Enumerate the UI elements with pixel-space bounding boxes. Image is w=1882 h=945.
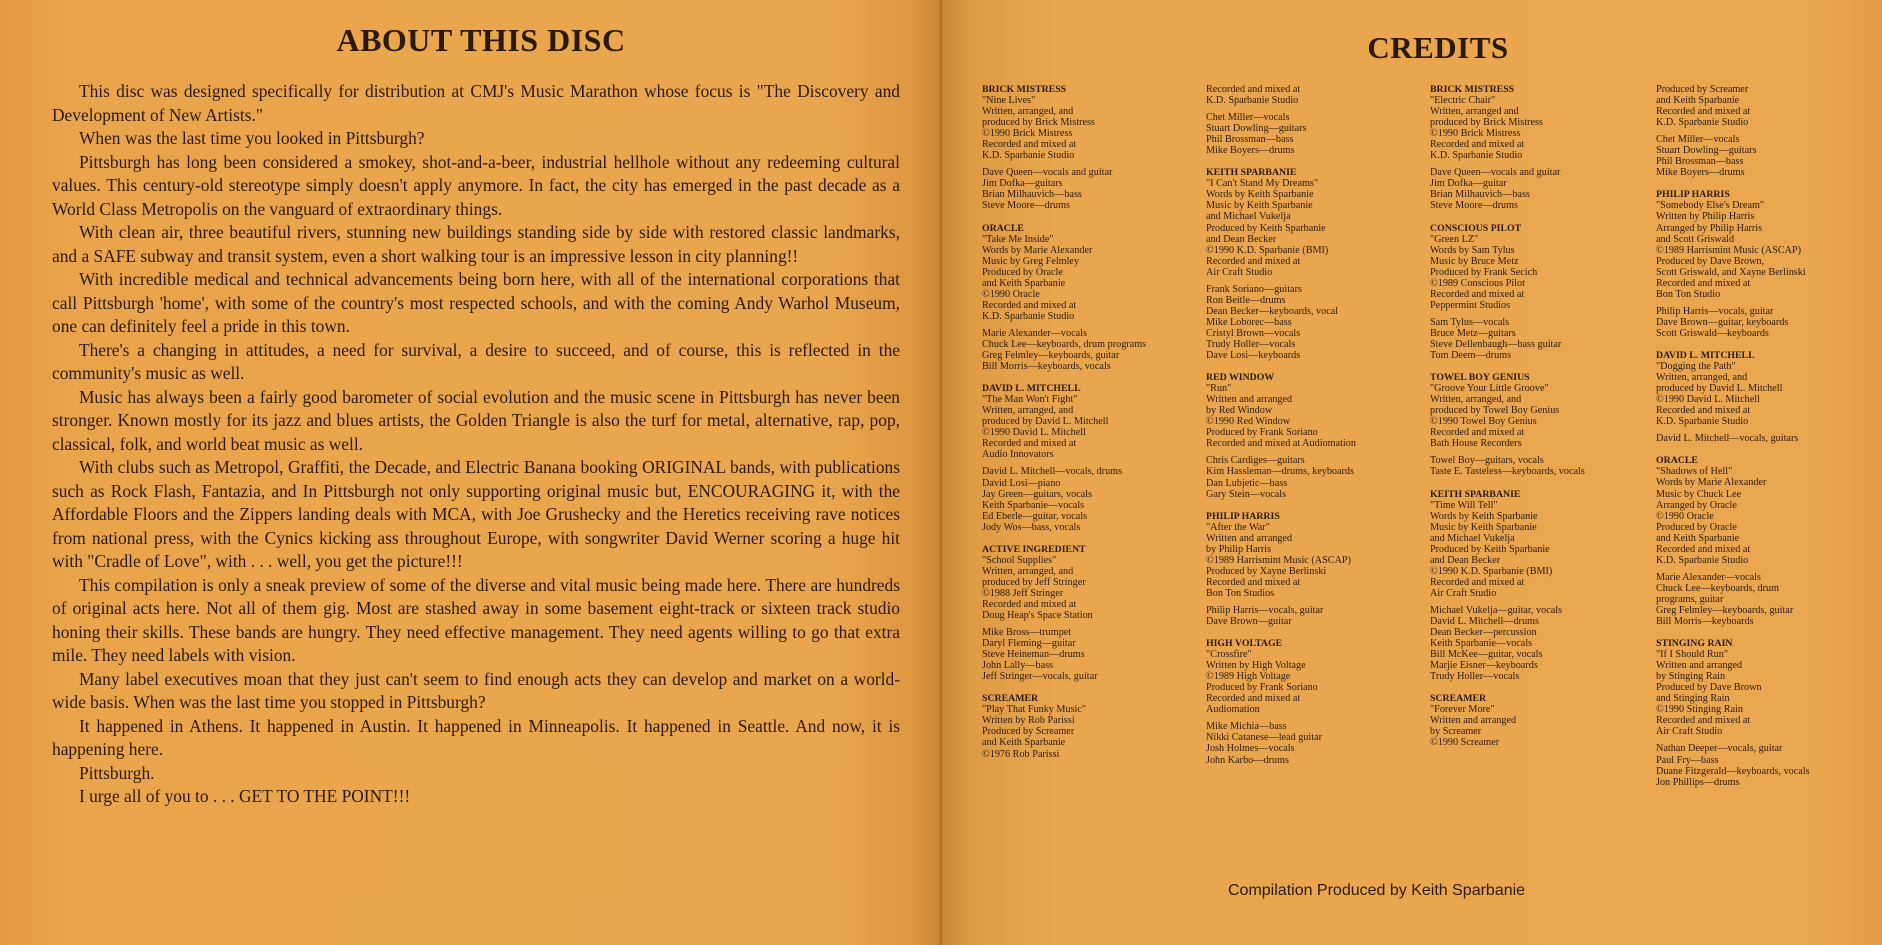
member-line: Jon Phillips—drums	[1656, 776, 1740, 788]
credit-line: Audiomation	[1206, 704, 1260, 716]
member-line: Marie Alexander—vocals	[982, 327, 1087, 339]
about-paragraph: With clean air, three beautiful rivers, stunning new buildings standing side by side with restored classic landmarks, and a SAFE subway and transit system, even a short walking tour is an impressive lesson in city planning!!	[52, 222, 900, 266]
credits-title: CREDITS	[1367, 30, 1509, 65]
member-list	[1656, 134, 1856, 178]
credits-column	[1206, 84, 1430, 799]
credit-line: Arranged by Philip Harris	[1656, 222, 1763, 234]
member-line: Jeff Stringer—vocals, guitar	[982, 671, 1098, 683]
credit-line: Recorded and mixed at	[1656, 106, 1751, 118]
credit-entry	[1430, 223, 1656, 362]
credit-line: K.D. Sparbanie Studio	[982, 150, 1075, 162]
credit-line: "Time Will Tell"	[1430, 499, 1498, 511]
band-name: SCREAMER	[982, 693, 1039, 705]
credit-entry	[1206, 167, 1430, 361]
member-line: Stuart Dowling—guitars	[1656, 145, 1757, 157]
credit-line: Recorded and mixed at	[1656, 543, 1751, 555]
credit-entry	[1430, 84, 1656, 212]
credit-line: "Green LZ"	[1430, 233, 1479, 245]
band-name: BRICK MISTRESS	[982, 84, 1067, 95]
credit-line: Recorded and mixed at	[1430, 288, 1525, 300]
credit-line: by Philip Harris	[1206, 543, 1272, 555]
credit-line: "Shadows of Hell"	[1656, 466, 1733, 478]
member-list	[1430, 167, 1656, 211]
band-name: PHILIP HARRIS	[1206, 510, 1280, 522]
credit-line: "Take Me Inside"	[982, 233, 1054, 245]
credit-entry	[1430, 489, 1656, 683]
member-line: Phil Brossman—bass	[1206, 134, 1294, 146]
member-line: Chuck Lee—keyboards, drum programs	[982, 338, 1147, 350]
credit-line: "Somebody Else's Dream"	[1656, 200, 1765, 212]
credit-line: Doug Heap's Space Station	[982, 610, 1093, 622]
band-name: KEITH SPARBANIE	[1430, 488, 1521, 500]
member-line: Dean Becker—keyboards, vocal	[1206, 305, 1339, 317]
member-line: David Losi—piano	[982, 477, 1061, 489]
credit-line: Recorded and mixed at	[1206, 576, 1301, 588]
member-line: Phil Brossman—bass	[1656, 156, 1744, 168]
credit-line: Recorded and mixed at	[1430, 576, 1525, 588]
credit-line: "After the War"	[1206, 521, 1270, 533]
credit-line: and Scott Griswald	[1656, 233, 1735, 245]
credit-entry	[982, 383, 1206, 533]
member-line: Steve Moore—drums	[1430, 200, 1518, 212]
credits-column	[982, 84, 1206, 799]
credit-line: K.D. Sparbanie Studio	[1206, 95, 1299, 107]
member-list	[1206, 455, 1430, 499]
credit-line: Produced by Oracle	[982, 266, 1063, 278]
member-line: Frank Soriano—guitars	[1206, 283, 1302, 295]
member-line: Ed Eberle—guitar, vocals	[982, 510, 1088, 522]
band-name: ACTIVE INGREDIENT	[982, 543, 1086, 555]
credits-column	[1430, 84, 1656, 799]
credit-line: Audio Innovators	[982, 449, 1054, 461]
band-name: PHILIP HARRIS	[1656, 189, 1730, 201]
credit-line: Arranged by Oracle	[1656, 499, 1737, 511]
compilation-credit: Compilation Produced by Keith Sparbanie	[1228, 882, 1526, 899]
member-line: David L. Mitchell—vocals, drums	[982, 466, 1123, 478]
credit-entry	[1206, 84, 1430, 156]
credit-line: Words by Keith Sparbanie	[1430, 510, 1538, 522]
credit-line: Recorded and mixed at	[982, 598, 1077, 610]
credit-line: and Michael Vukelja	[1206, 211, 1291, 223]
credit-line: Recorded and mixed at	[982, 299, 1077, 311]
credit-line: Words by Keith Sparbanie	[1206, 189, 1314, 201]
band-name: ORACLE	[982, 222, 1024, 234]
credit-entry	[1430, 372, 1656, 477]
member-line: Bill Morris—keyboards	[1656, 616, 1754, 628]
member-line: Dan Lubjetic—bass	[1206, 477, 1288, 489]
credit-line: "Crossfire"	[1206, 649, 1252, 661]
credit-line: produced by Towel Boy Genius	[1430, 405, 1560, 417]
member-list	[982, 328, 1206, 372]
member-line: Dean Becker—percussion	[1430, 627, 1537, 639]
about-paragraph: With clubs such as Metropol, Graffiti, the Decade, and Electric Banana booking ORIGINAL bands, with publications such as Rock Flash, Fantazia, and In Pittsburgh not only supporting original music but, ENCOURAGING it, with the Affordable Floors and the Zippers landing deals with MCA, with Joe Grushecky and the Heretics receiving rave notices from national press, with the Cynics kicking ass throughout Europe, with songwriter David Werner scoring a huge hit with "Cradle of Love", with . . . well, you get the picture!!!	[52, 457, 900, 571]
credit-line: Recorded and mixed at	[1206, 693, 1301, 705]
credit-line: Recorded and mixed at	[1656, 277, 1751, 289]
credit-entry	[1206, 638, 1430, 766]
credit-line: Produced by Keith Sparbanie	[1206, 222, 1326, 234]
member-line: Chet Miller—vocals	[1656, 134, 1740, 146]
credit-line: Bath House Recorders	[1430, 438, 1522, 450]
member-line: Chuck Lee—keyboards, drum	[1656, 582, 1780, 594]
member-line: Tom Deem—drums	[1430, 350, 1512, 362]
member-line: Keith Sparbanie—vocals	[1430, 638, 1533, 650]
credit-line: Written, arranged, and	[1656, 372, 1748, 384]
member-line: Dave Brown—guitar	[1206, 616, 1292, 628]
about-paragraph: It happened in Athens. It happened in Austin. It happened in Minneapolis. It happened in Seattle. And now, it is happening here.	[52, 715, 900, 759]
credit-entry	[1656, 638, 1856, 788]
member-line: Jim Dofka—guitars	[982, 178, 1063, 190]
credit-line: Music by Keith Sparbanie	[1430, 521, 1537, 533]
credit-line: ©1988 Jeff Stringer	[982, 587, 1064, 599]
credit-line: Air Craft Studio	[1430, 587, 1497, 599]
member-line: Cristyl Brown—vocals	[1206, 327, 1301, 339]
credit-line: ©1990 David L. Mitchell	[982, 427, 1086, 439]
member-line: Brian Milhauvich—bass	[1430, 189, 1530, 201]
member-list	[982, 167, 1206, 211]
credit-line: and Michael Vukelja	[1430, 532, 1515, 544]
credit-line: and Keith Sparbanie	[982, 277, 1066, 289]
credit-entry	[1656, 189, 1856, 339]
member-line: Marie Alexander—vocals	[1656, 571, 1761, 583]
credit-entry	[1430, 693, 1656, 748]
member-list	[1656, 743, 1856, 787]
credit-line: ©1989 Harrismint Music (ASCAP)	[1656, 244, 1801, 256]
member-line: Trudy Holler—vocals	[1206, 338, 1296, 350]
credit-line: Scott Griswald, and Xayne Berlinski	[1656, 266, 1806, 278]
member-line: Bill McKee—guitar, vocals	[1430, 649, 1543, 661]
credit-line: "Forever More"	[1430, 704, 1495, 716]
band-name: ORACLE	[1656, 455, 1698, 467]
member-line: Michael Vukelja—guitar, vocals	[1430, 604, 1563, 616]
member-line: Sam Tylus—vocals	[1430, 316, 1510, 328]
member-line: Jim Dofka—guitar	[1430, 178, 1507, 190]
band-name: STINGING RAIN	[1656, 638, 1733, 650]
about-paragraph: With incredible medical and technical advancements being born here, with all of the international corporations that call Pittsburgh 'home', with some of the country's most respected schools, and with the coming Andy Warhol Museum, one can definitely feel a pride in this town.	[52, 269, 900, 336]
about-body	[52, 80, 900, 809]
member-line: Greg Felmley—keyboards, guitar	[982, 350, 1120, 362]
credit-line: Recorded and mixed at	[1430, 139, 1525, 151]
credit-line: produced by Brick Mistress	[1430, 117, 1543, 129]
credit-line: Produced by Screamer	[1656, 84, 1749, 95]
credit-line: K.D. Sparbanie Studio	[982, 310, 1075, 322]
credit-line: by Red Window	[1206, 405, 1273, 417]
credit-line: Bon Ton Studio	[1656, 288, 1721, 300]
member-list	[1206, 605, 1430, 627]
member-line: Philip Harris—vocals, guitar	[1206, 604, 1324, 616]
credit-line: ©1990 Stinging Rain	[1656, 704, 1743, 716]
band-name: CONSCIOUS PILOT	[1430, 222, 1522, 234]
credit-line: Written, arranged, and	[982, 106, 1074, 118]
member-list	[1206, 721, 1430, 765]
member-list	[1206, 284, 1430, 361]
credits-column	[1656, 84, 1856, 799]
band-name: DAVID L. MITCHELL	[982, 383, 1081, 395]
credit-line: ©1976 Rob Parissi	[982, 748, 1060, 760]
member-line: Scott Griswald—keyboards	[1656, 327, 1769, 339]
credit-line: Recorded and mixed at	[1656, 405, 1751, 417]
about-paragraph: This compilation is only a sneak preview of some of the diverse and vital music being made here. There are hundreds of original acts here. Not all of them gig. Most are stashed away in some basement eight-track or sixteen track studio honing their skills. These bands are hungry. They need effective management. They need agents willing to go that extra mile. They need labels with vision.	[52, 574, 900, 665]
credit-line: "If I Should Run"	[1656, 649, 1728, 661]
member-line: David L. Mitchell—drums	[1430, 616, 1539, 628]
credit-entry	[1656, 84, 1856, 178]
credit-line: ©1990 Brick Mistress	[982, 128, 1073, 140]
credit-line: produced by Brick Mistress	[982, 117, 1095, 129]
about-paragraph: Music has always been a fairly good barometer of social evolution and the music scene in Pittsburgh has never been stronger. Known mostly for its jazz and blues artists, the Golden Triangle is also the turf for metal, alternative, rap, pop, classical, folk, and world beat music as well.	[52, 386, 900, 454]
credit-line: Written by Rob Parissi	[982, 715, 1075, 727]
credit-line: Recorded and mixed at	[1430, 427, 1525, 439]
credit-line: and Dean Becker	[1206, 233, 1277, 245]
credits-page	[942, 0, 1882, 945]
member-line: Chris Cardiges—guitars	[1206, 455, 1305, 467]
credit-line: Recorded and mixed at	[982, 438, 1077, 450]
member-line: Dave Queen—vocals and guitar	[982, 167, 1113, 179]
about-title: ABOUT THIS DISC	[336, 22, 626, 58]
member-line: Mike Bross—trumpet	[982, 627, 1072, 639]
member-line: Mike Michia—bass	[1206, 721, 1287, 733]
about-paragraph: Pittsburgh.	[78, 762, 155, 783]
member-line: Dave Queen—vocals and guitar	[1430, 167, 1561, 179]
credit-line: Written by Philip Harris	[1656, 211, 1755, 223]
credit-line: Produced by Frank Soriano	[1206, 427, 1318, 439]
credit-line: Recorded and mixed at	[1206, 84, 1301, 95]
credit-line: Music by Chuck Lee	[1656, 488, 1742, 500]
credit-line: by Stinging Rain	[1656, 671, 1726, 683]
member-list	[982, 627, 1206, 682]
credit-line: and Dean Becker	[1430, 554, 1501, 566]
credit-line: ©1990 Oracle	[1656, 510, 1714, 522]
credit-line: Written and arranged	[1206, 532, 1293, 544]
credit-line: Written and arranged	[1206, 394, 1293, 406]
credit-line: ©1990 Oracle	[982, 288, 1040, 300]
member-list	[1656, 572, 1856, 627]
member-line: Jody Wos—bass, vocals	[982, 521, 1081, 533]
about-paragraph: Many label executives moan that they just can't seem to find enough acts they can develop and market on a world-wide basis. When was the last time you stopped in Pittsburgh?	[52, 668, 900, 712]
credit-line: and Keith Sparbanie	[1656, 95, 1740, 107]
member-line: Mike Loborec—bass	[1206, 316, 1292, 328]
about-paragraph: Pittsburgh has long been considered a smokey, shot-and-a-beer, industrial hellhole without any redeeming cultural values. This century-old stereotype simply doesn't apply anymore. In fact, the city has emerged in the past decade as a World Class Metropolis on the vanguard of extraordinary things.	[52, 151, 900, 219]
member-list	[1430, 317, 1656, 361]
member-line: Daryl Fleming—guitar	[982, 638, 1076, 650]
credit-line: ©1989 Harrismint Music (ASCAP)	[1206, 554, 1351, 566]
member-list	[1430, 605, 1656, 682]
credit-line: K.D. Sparbanie Studio	[1656, 416, 1749, 428]
member-list	[1430, 455, 1656, 477]
member-line: Stuart Dowling—guitars	[1206, 123, 1307, 135]
band-name: KEITH SPARBANIE	[1206, 167, 1297, 179]
member-line: Greg Felmley—keyboards, guitar	[1656, 604, 1794, 616]
credit-line: produced by Jeff Stringer	[982, 576, 1086, 588]
member-line: David L. Mitchell—vocals, guitars	[1656, 433, 1799, 445]
credit-line: ©1989 High Voltage	[1206, 671, 1291, 683]
credit-line: and Stinging Rain	[1656, 693, 1730, 705]
credit-line: Produced by Screamer	[982, 726, 1075, 738]
member-line: Ron Beitle—drums	[1206, 294, 1286, 306]
credit-line: ©1990 Screamer	[1430, 737, 1500, 749]
credit-line: Produced by Dave Brown	[1656, 682, 1762, 694]
member-line: Dave Losi—keyboards	[1206, 350, 1301, 362]
member-line: Chet Miller—vocals	[1206, 112, 1290, 124]
credit-line: Music by Greg Felmley	[982, 255, 1080, 267]
member-line: John Lally—bass	[982, 660, 1054, 672]
band-name: TOWEL BOY GENIUS	[1430, 372, 1530, 384]
credit-line: Produced by Frank Soriano	[1206, 682, 1318, 694]
credit-line: Music by Keith Sparbanie	[1206, 200, 1313, 212]
credit-line: Produced by Oracle	[1656, 521, 1737, 533]
credit-line: Recorded and mixed at	[982, 139, 1077, 151]
credit-line: Written and arranged	[1430, 715, 1517, 727]
member-line: Marjie Eisner—keyboards	[1430, 660, 1538, 672]
credit-entry	[982, 84, 1206, 212]
credit-line: Produced by Frank Secich	[1430, 266, 1538, 278]
member-line: Dave Brown—guitar, keyboards	[1656, 316, 1789, 328]
band-name: HIGH VOLTAGE	[1206, 638, 1283, 650]
credit-entry	[1656, 350, 1856, 444]
credit-line: Produced by Dave Brown,	[1656, 255, 1765, 267]
credit-line: ©1990 Red Window	[1206, 416, 1291, 428]
member-line: programs, guitar	[1656, 593, 1724, 605]
member-line: Mike Boyers—drums	[1656, 167, 1745, 179]
credit-line: and Keith Sparbanie	[1656, 532, 1740, 544]
member-line: Josh Holmes—vocals	[1206, 743, 1295, 755]
credit-line: Recorded and mixed at	[1206, 255, 1301, 267]
about-paragraph: This disc was designed specifically for distribution at CMJ's Music Marathon whose focus is "The Discovery and Development of New Artists."	[52, 81, 900, 125]
credit-entry	[982, 223, 1206, 373]
member-line: Bill Morris—keyboards, vocals	[982, 361, 1111, 373]
about-paragraph: When was the last time you looked in Pittsburgh?	[78, 128, 425, 148]
credit-line: "Electric Chair"	[1430, 95, 1496, 107]
member-line: Philip Harris—vocals, guitar	[1656, 305, 1774, 317]
credit-line: "Play That Funky Music"	[982, 704, 1087, 716]
credit-line: Words by Marie Alexander	[982, 244, 1093, 256]
credit-line: and Keith Sparbanie	[982, 737, 1066, 749]
member-line: Steve Heineman—drums	[982, 649, 1085, 661]
credit-line: "Groove Your Little Groove"	[1430, 383, 1549, 395]
credits-columns	[982, 84, 1864, 799]
credit-line: Written and arranged	[1656, 660, 1743, 672]
credit-line: Written, arranged, and	[982, 405, 1074, 417]
member-line: Keith Sparbanie—vocals	[982, 499, 1085, 511]
credit-line: "The Man Won't Fight"	[982, 394, 1078, 406]
credit-line: "Run"	[1206, 383, 1232, 395]
credit-line: Words by Marie Alexander	[1656, 477, 1767, 489]
credit-line: Written, arranged, and	[982, 565, 1074, 577]
about-paragraph: I urge all of you to . . . GET TO THE POINT!!!	[78, 786, 411, 806]
member-list	[1656, 306, 1856, 339]
credit-line: Produced by Xayne Berlinski	[1206, 565, 1327, 577]
credit-line: ©1990 K.D. Sparbanie (BMI)	[1430, 565, 1553, 577]
member-line: Steve Dellenbaugh—bass guitar	[1430, 338, 1562, 350]
credit-line: Air Craft Studio	[1656, 726, 1723, 738]
member-line: John Karbo—drums	[1206, 754, 1289, 766]
credit-entry	[1206, 372, 1430, 500]
band-name: DAVID L. MITCHELL	[1656, 349, 1755, 361]
credit-entry	[1206, 511, 1430, 627]
credit-line: Produced by Keith Sparbanie	[1430, 543, 1550, 555]
credit-line: Bon Ton Studios	[1206, 587, 1275, 599]
member-line: Trudy Holler—vocals	[1430, 671, 1520, 683]
credit-line: ©1990 Towel Boy Genius	[1430, 416, 1537, 428]
credit-line: Written by High Voltage	[1206, 660, 1306, 672]
credit-line: ©1990 Brick Mistress	[1430, 128, 1521, 140]
credit-line: produced by David L. Mitchell	[1656, 383, 1783, 395]
credit-line: ©1989 Conscious Pilot	[1430, 277, 1525, 289]
credit-line: Recorded and mixed at Audiomation	[1206, 438, 1356, 450]
member-line: Bruce Metz—guitars	[1430, 327, 1516, 339]
credit-line: Recorded and mixed at	[1656, 715, 1751, 727]
credit-line: "I Can't Stand My Dreams"	[1206, 178, 1319, 190]
member-line: Steve Moore—drums	[982, 200, 1070, 212]
member-list	[982, 466, 1206, 532]
member-line: Kim Hassleman—drums, keyboards	[1206, 466, 1354, 478]
credit-line: ©1990 David L. Mitchell	[1656, 394, 1760, 406]
credit-line: K.D. Sparbanie Studio	[1656, 117, 1749, 129]
credit-line: K.D. Sparbanie Studio	[1430, 150, 1523, 162]
credit-entry	[982, 544, 1206, 683]
credit-line: Air Craft Studio	[1206, 266, 1273, 278]
credit-line: K.D. Sparbanie Studio	[1656, 554, 1749, 566]
about-paragraph: There's a changing in attitudes, a need for survival, a desire to succeed, and of course, this is reflected in the community's music as well.	[52, 339, 900, 383]
credit-line: Written, arranged, and	[1430, 394, 1522, 406]
credit-line: Peppermint Studios	[1430, 299, 1511, 311]
credit-line: ©1990 K.D. Sparbanie (BMI)	[1206, 244, 1329, 256]
member-list	[1206, 112, 1430, 156]
credit-line: "Dogging the Path"	[1656, 361, 1736, 373]
credit-line: "Nine Lives"	[982, 95, 1036, 107]
credit-line: Words by Sam Tylus	[1430, 244, 1515, 256]
member-line: Taste E. Tasteless—keyboards, vocals	[1430, 466, 1585, 478]
member-line: Nikki Catanese—lead guitar	[1206, 732, 1322, 744]
credit-line: "School Supplies"	[982, 554, 1057, 566]
member-line: Gary Stein—vocals	[1206, 488, 1287, 500]
credit-line: produced by David L. Mitchell	[982, 416, 1109, 428]
band-name: RED WINDOW	[1206, 372, 1275, 384]
member-line: Brian Milhauvich—bass	[982, 189, 1082, 201]
member-line: Nathan Deeper—vocals, guitar	[1656, 743, 1783, 755]
member-line: Duane Fitzgerald—keyboards, vocals	[1656, 765, 1810, 777]
credit-line: Music by Bruce Metz	[1430, 255, 1519, 267]
member-line: Mike Boyers—drums	[1206, 145, 1295, 157]
member-line: Jay Green—guitars, vocals	[982, 488, 1093, 500]
band-name: SCREAMER	[1430, 693, 1487, 705]
credit-entry	[1656, 455, 1856, 627]
band-name: BRICK MISTRESS	[1430, 84, 1515, 95]
member-list	[1656, 433, 1856, 444]
credit-entry	[982, 693, 1206, 759]
credit-line: Written, arranged and	[1430, 106, 1519, 118]
credit-line: by Screamer	[1430, 726, 1482, 738]
member-line: Paul Fry—bass	[1656, 754, 1719, 766]
member-line: Towel Boy—guitars, vocals	[1430, 455, 1544, 467]
